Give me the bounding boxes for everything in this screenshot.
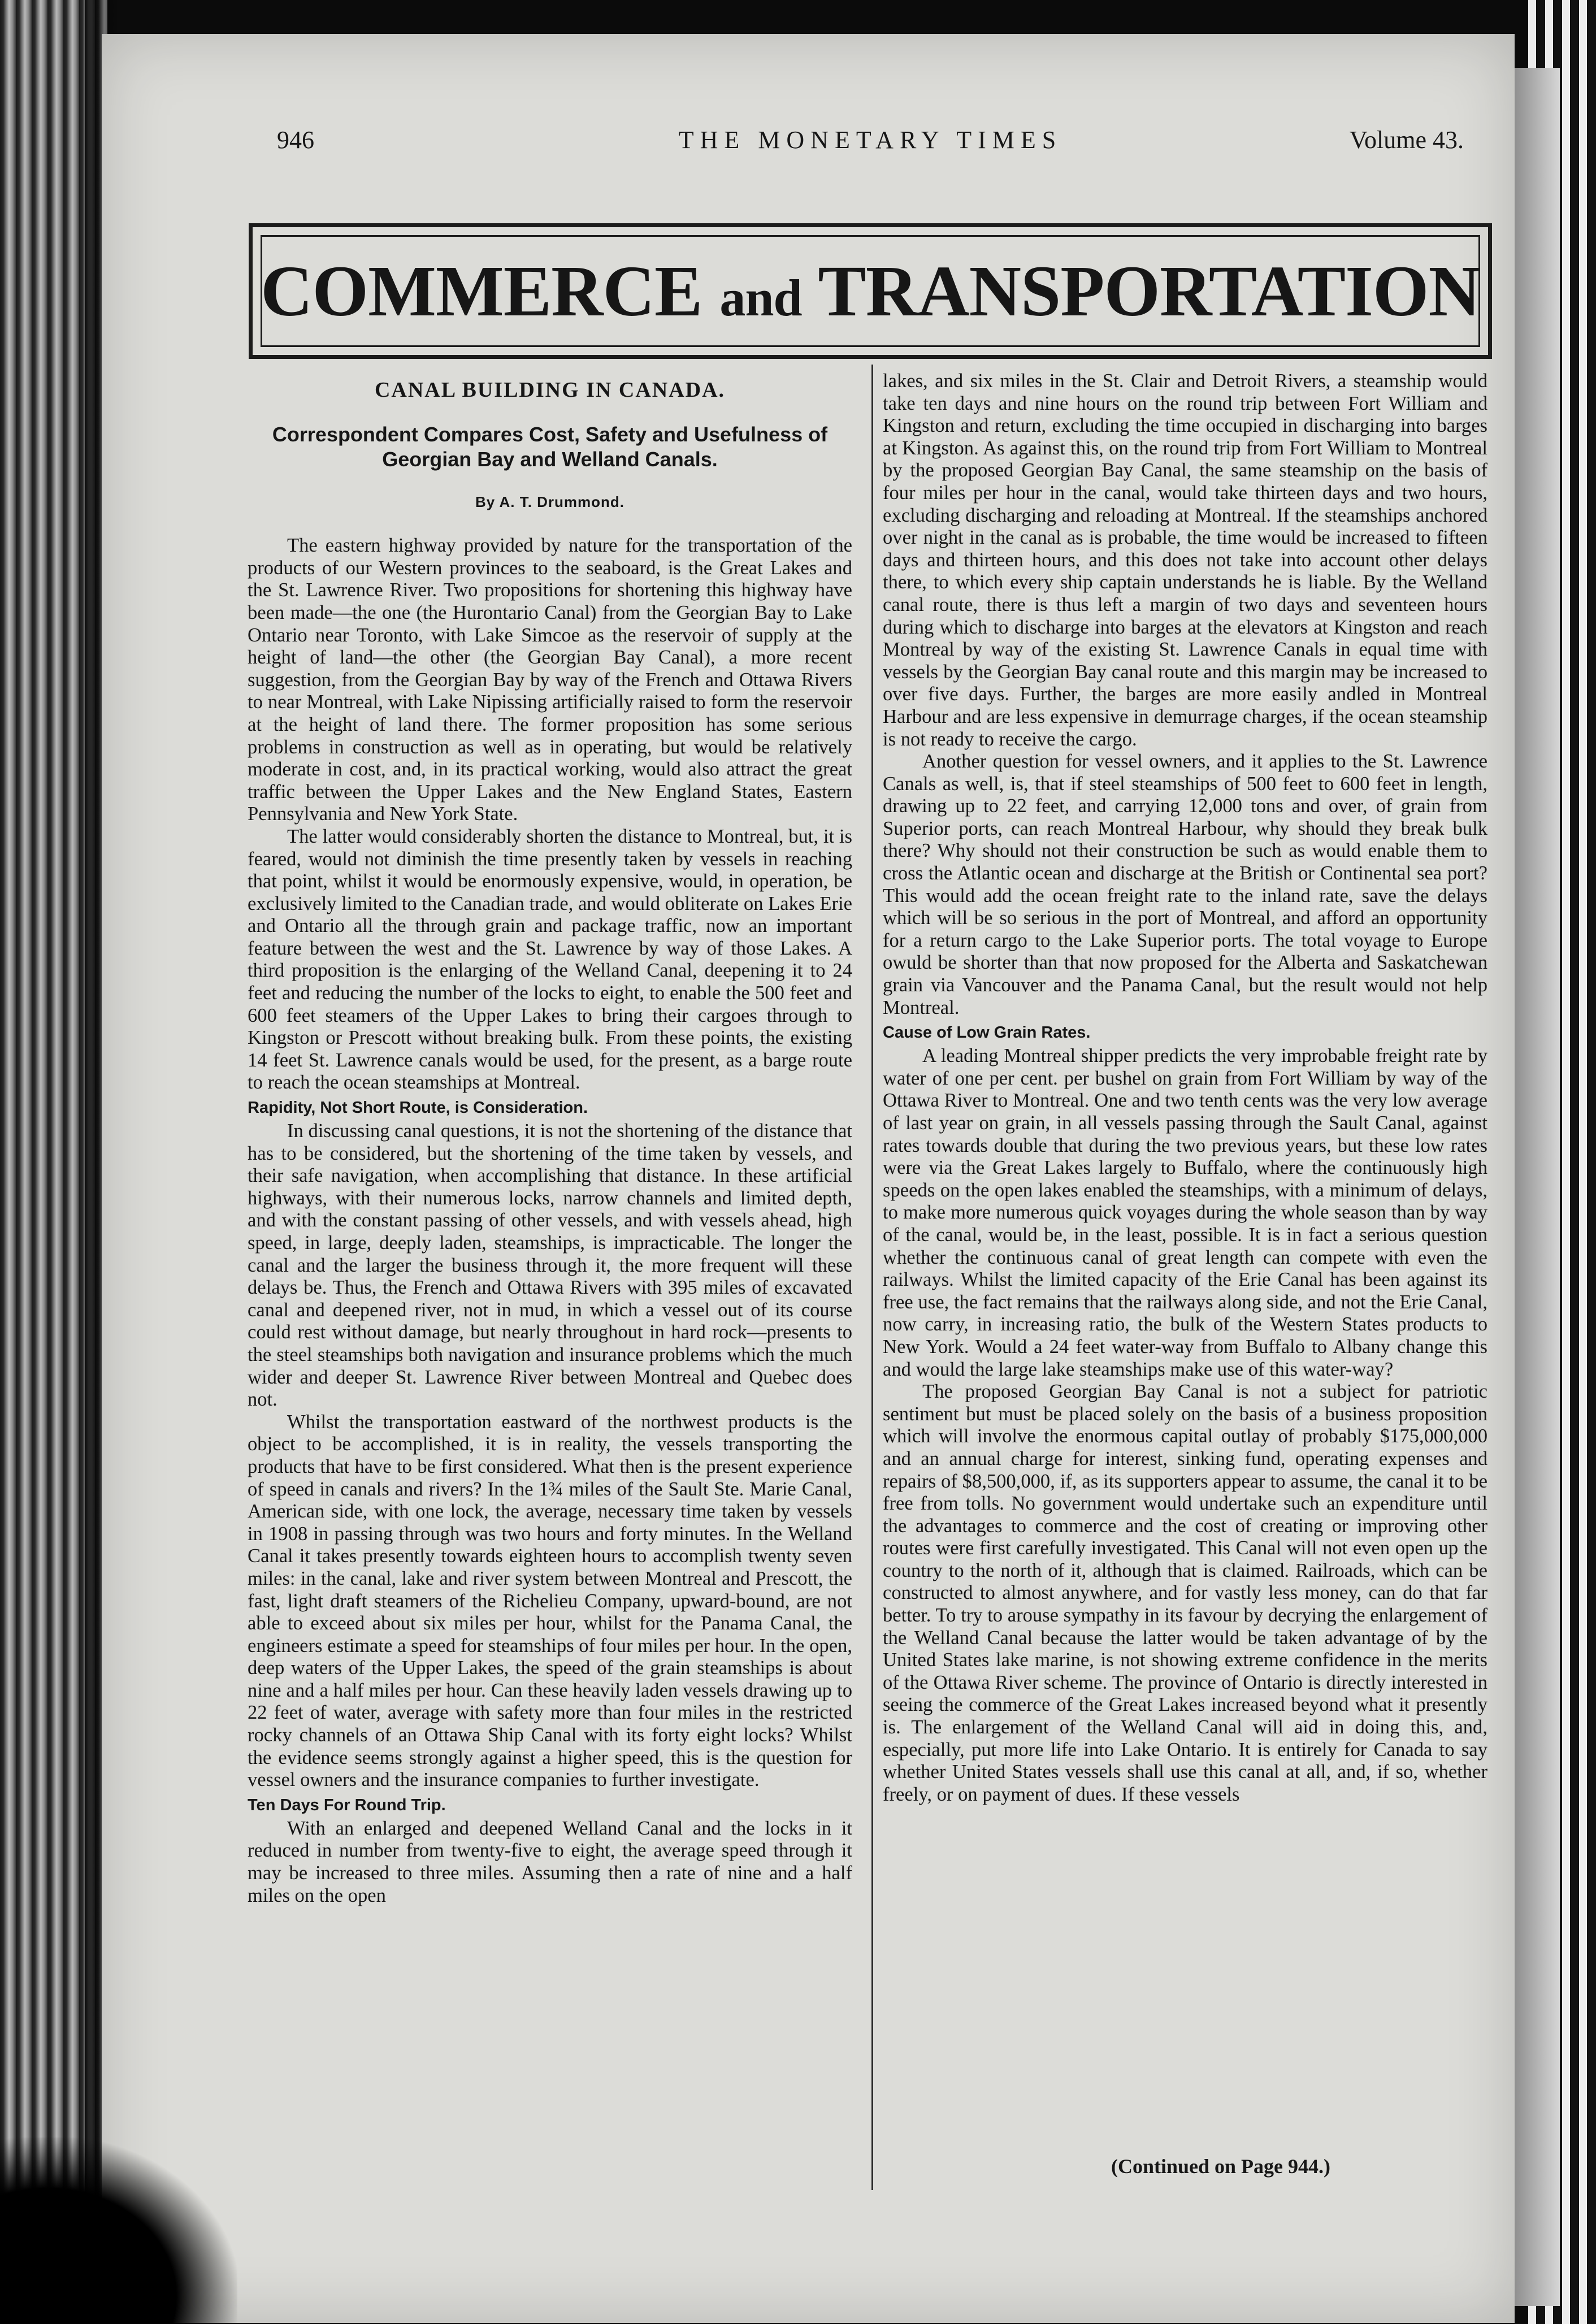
scan-shadow-corner bbox=[0, 2137, 237, 2324]
subheading: Rapidity, Not Short Route, is Consideration. bbox=[248, 1099, 588, 1117]
section-banner bbox=[249, 223, 1492, 359]
paragraph: Another question for vessel owners, and it applies to the St. Lawrence Canals as well, is, that if steel steamships of 500 feet to 600 feet in length, drawing up to 22 feet, and carrying 12,000 tons and over, of grain from Superior ports, can reach Montreal Harbour, why should they break bulk there? Why should not their construction be such as would enable them to cross the Atlantic ocean and discharge at the British or Continental sea port? This would add the ocean freight rate to the inland rate, save the delays which will be so serious in the port of Montreal, and afford an opportunity for a return cargo to the Lake Superior ports. The total voyage to Europe owuld be shorter than that now proposed for the Alberta and Saskatchewan grain via Vancouver and the Panama Canal, but the result would not help Montreal. bbox=[883, 751, 1487, 1018]
section-title-part1: COMMERCE bbox=[261, 250, 702, 331]
column-rule bbox=[871, 365, 873, 2190]
adjacent-page-edge bbox=[1515, 68, 1560, 2306]
paragraph: In discussing canal questions, it is not the shortening of the distance that has to be considered, but the shortening of the time taken by vessels, and their safe navigation, when accomplishing that distance. In these artificial highways, with their numerous locks, narrow channels and limited depth, and with the constant passing of other vessels, and with vessels ahead, high speed, in large, deeply laden, steamships, is impracticable. The longer the canal and the larger the business through it, the more frequent will these delays be. Thus, the French and Ottawa Rivers with 395 miles of excavated canal and deepened river, not in mud, in which a vessel out of its course could rest without damage, but nearly throughout in hard rock—presents to the steel steamships both navigation and insurance problems which the much wider and deeper St. Lawrence River between Montreal and Quebec does not. bbox=[248, 1120, 852, 1411]
running-header bbox=[277, 125, 1464, 159]
section-title bbox=[261, 250, 1480, 333]
article-column-left bbox=[248, 370, 852, 1907]
subheading: Cause of Low Grain Rates. bbox=[883, 1024, 1091, 1042]
paragraph: The eastern highway provided by nature for the transportation of the products of our Western provinces to the seaboard, is the Great Lakes and the St. Lawrence River. Two propositions for shortening this highway have been made—the one (the Hurontario Canal) from the Georgian Bay to Lake Ontario near Toronto, with Lake Simcoe as the reservoir of supply at the height of land—the other (the Georgian Bay Canal), a more recent suggestion, from the Georgian Bay by way of the French and Ottawa Rivers to near Montreal, with Lake Nipissing artificially raised to form the reservoir at the height of land there. The former proposition has some serious problems in construction as well as in operating, but would be relatively moderate in cost, and, in its practical working, would also attract the great traffic between the Upper Lakes and the New England States, Eastern Pennsylvania and New York State. bbox=[248, 535, 852, 825]
volume-label: Volume 43. bbox=[1349, 126, 1464, 154]
subheading: Ten Days For Round Trip. bbox=[248, 1796, 446, 1814]
paragraph: lakes, and six miles in the St. Clair and Detroit Rivers, a steamship would take ten days and nine hours on the round trip between Fort William and Kingston and return, excluding the time occupied in discharging into barges at Kingston. As against this, on the round trip from Fort William to Montreal by the proposed Georgian Bay Canal, the same steamship on the basis of four miles per hour in the canal, would take thirteen days and two hours, excluding discharging and reloading at Montreal. If the steamships anchored over night in the canal as is probable, the time would be increased to fifteen days and thirteen hours, and this does not take into account other delays there, to which every ship captain understands he is liable. By the Welland canal route, there is thus left a margin of two days and seventeen hours during which to discharge into barges at the elevators at Kingston and reach Montreal by way of the existing St. Lawrence Canals in equal time with vessels by the Georgian Bay canal route and this margin may be increased to over five days. Further, the barges are more easily andled in Montreal Harbour and are less expensive in demurrage charges, if the ocean steamship is not ready to receive the cargo. bbox=[883, 370, 1487, 750]
article-subtitle: Correspondent Compares Cost, Safety and Usefulness of Georgian Bay and Welland Canals. bbox=[272, 422, 828, 471]
section-banner-inner bbox=[261, 235, 1480, 347]
paragraph: A leading Montreal shipper predicts the very improbable freight rate by water of one per cent. per bushel on grain from Fort William by way of the Ottawa River to Montreal. One and two tenth cents was the very low average of last year on grain, in all vessels passing through the Sault Canal, against rates towards double that during the two previous years, but these low rates were via the Great Lakes largely to Buffalo, where the continuously high speeds on the open lakes enabled the steamships, with a minimum of delays, to make more numerous quick voyages during the whole season than by way of the canal, would be, in the least, possible. It is in fact a serious question whether the continuous canal of great length can compete with even the railways. Whilst the limited capacity of the Erie Canal has been against its free use, the fact remains that the railways along side, and not the Erie Canal, now carry, in increasing ratio, the bulk of the Western States products to New York. Would a 24 feet water-way from Buffalo to Albany change this and would the large lake steamships make use of this water-way? bbox=[883, 1045, 1487, 1380]
paragraph: With an enlarged and deepened Welland Canal and the locks in it reduced in number from twenty-five to eight, the average speed through it may be increased to three miles. Assuming then a rate of nine and a half miles on the open bbox=[248, 1817, 852, 1906]
article-byline: By A. T. Drummond. bbox=[475, 493, 625, 510]
article-column-right bbox=[883, 370, 1487, 1806]
paragraph: Whilst the transportation eastward of the northwest products is the object to be accomplished, it is in reality, the vessels transporting the products that have to be first considered. What then is the present experience of speed in canals and rivers? In the 1¾ miles of the Sault Ste. Marie Canal, American side, with one lock, the average, necessary time taken by vessels in 1908 in passing through was two hours and forty minutes. In the Welland Canal it takes presently towards eighteen hours to accomplish twenty seven miles: in the canal, lake and river system between Montreal and Prescott, the fast, light draft steamers of the Richelieu Company, upward-bound, are not able to exceed about six miles per hour, whilst for the Panama Canal, the engineers estimate a speed for steamships of four miles per hour. In the open, deep waters of the Upper Lakes, the speed of the grain steamships is about nine and a half miles per hour. Can these heavily laden vessels drawing up to 22 feet of water, average with safety more than four miles in the restricted rocky channels of an Ottawa Ship Canal with its forty eight locks? Whilst the evidence seems strongly against a higher speed, this is the question for vessel owners and the insurance companies to further investigate. bbox=[248, 1411, 852, 1791]
section-title-part2: TRANSPORTATION bbox=[818, 250, 1480, 331]
journal-title: THE MONETARY TIMES bbox=[678, 126, 1062, 154]
article-title: CANAL BUILDING IN CANADA. bbox=[374, 378, 726, 402]
page-number: 946 bbox=[277, 126, 314, 154]
paragraph: The latter would considerably shorten the distance to Montreal, but, it is feared, would not diminish the time presently taken by vessels in reaching that point, whilst it would be enormously expensive, would, in operation, be exclusively limited to the Canadian trade, and would obliterate on Lakes Erie and Ontario all the through grain and package traffic, now an important feature between the west and the St. Lawrence by way of those Lakes. A third proposition is the enlarging of the Welland Canal, deepening it to 24 feet and reducing the number of the locks to eight, to enable the 500 feet and 600 feet steamers of the Upper Lakes to bring their cargoes through to Kingston or Prescott without breaking bulk. From these points, the existing 14 feet St. Lawrence canals would be used, for the present, as a barge route to reach the ocean steamships at Montreal. bbox=[248, 825, 852, 1094]
continued-note: (Continued on Page 944.) bbox=[1111, 2155, 1331, 2178]
section-title-and: and bbox=[719, 268, 802, 327]
paragraph: The proposed Georgian Bay Canal is not a subject for patriotic sentiment but must be placed solely on the basis of a business proposition which will involve the enormous capital outlay of probably $175,000,000 and an annual charge for interest, sinking fund, operating expenses and repairs of $8,500,000, if, as its supporters appear to assume, the canal it to be free from tolls. No government would undertake such an expenditure until the advantages to commerce and the cost of creating or improving other routes were first carefully investigated. This Canal will not even open up the country to the north of it, although that is claimed. Railroads, which can be constructed to almost anywhere, and for vastly less money, can do that far better. To try to arouse sympathy in its favour by decrying the enlargement of the Welland Canal because the latter would be taken advantage of by the United States lake marine, is not showing extreme confidence in the merits of the Ottawa River scheme. The province of Ontario is directly interested in seeing the commerce of the Great Lakes increased beyond what it presently is. The enlargement of the Welland Canal will aid in doing this, and, especially, put more life into Lake Ontario. It is entirely for Canada to say whether United States vessels shall use this canal at all, and, if so, whether freely, or on payment of dues. If these vessels bbox=[883, 1381, 1487, 1805]
